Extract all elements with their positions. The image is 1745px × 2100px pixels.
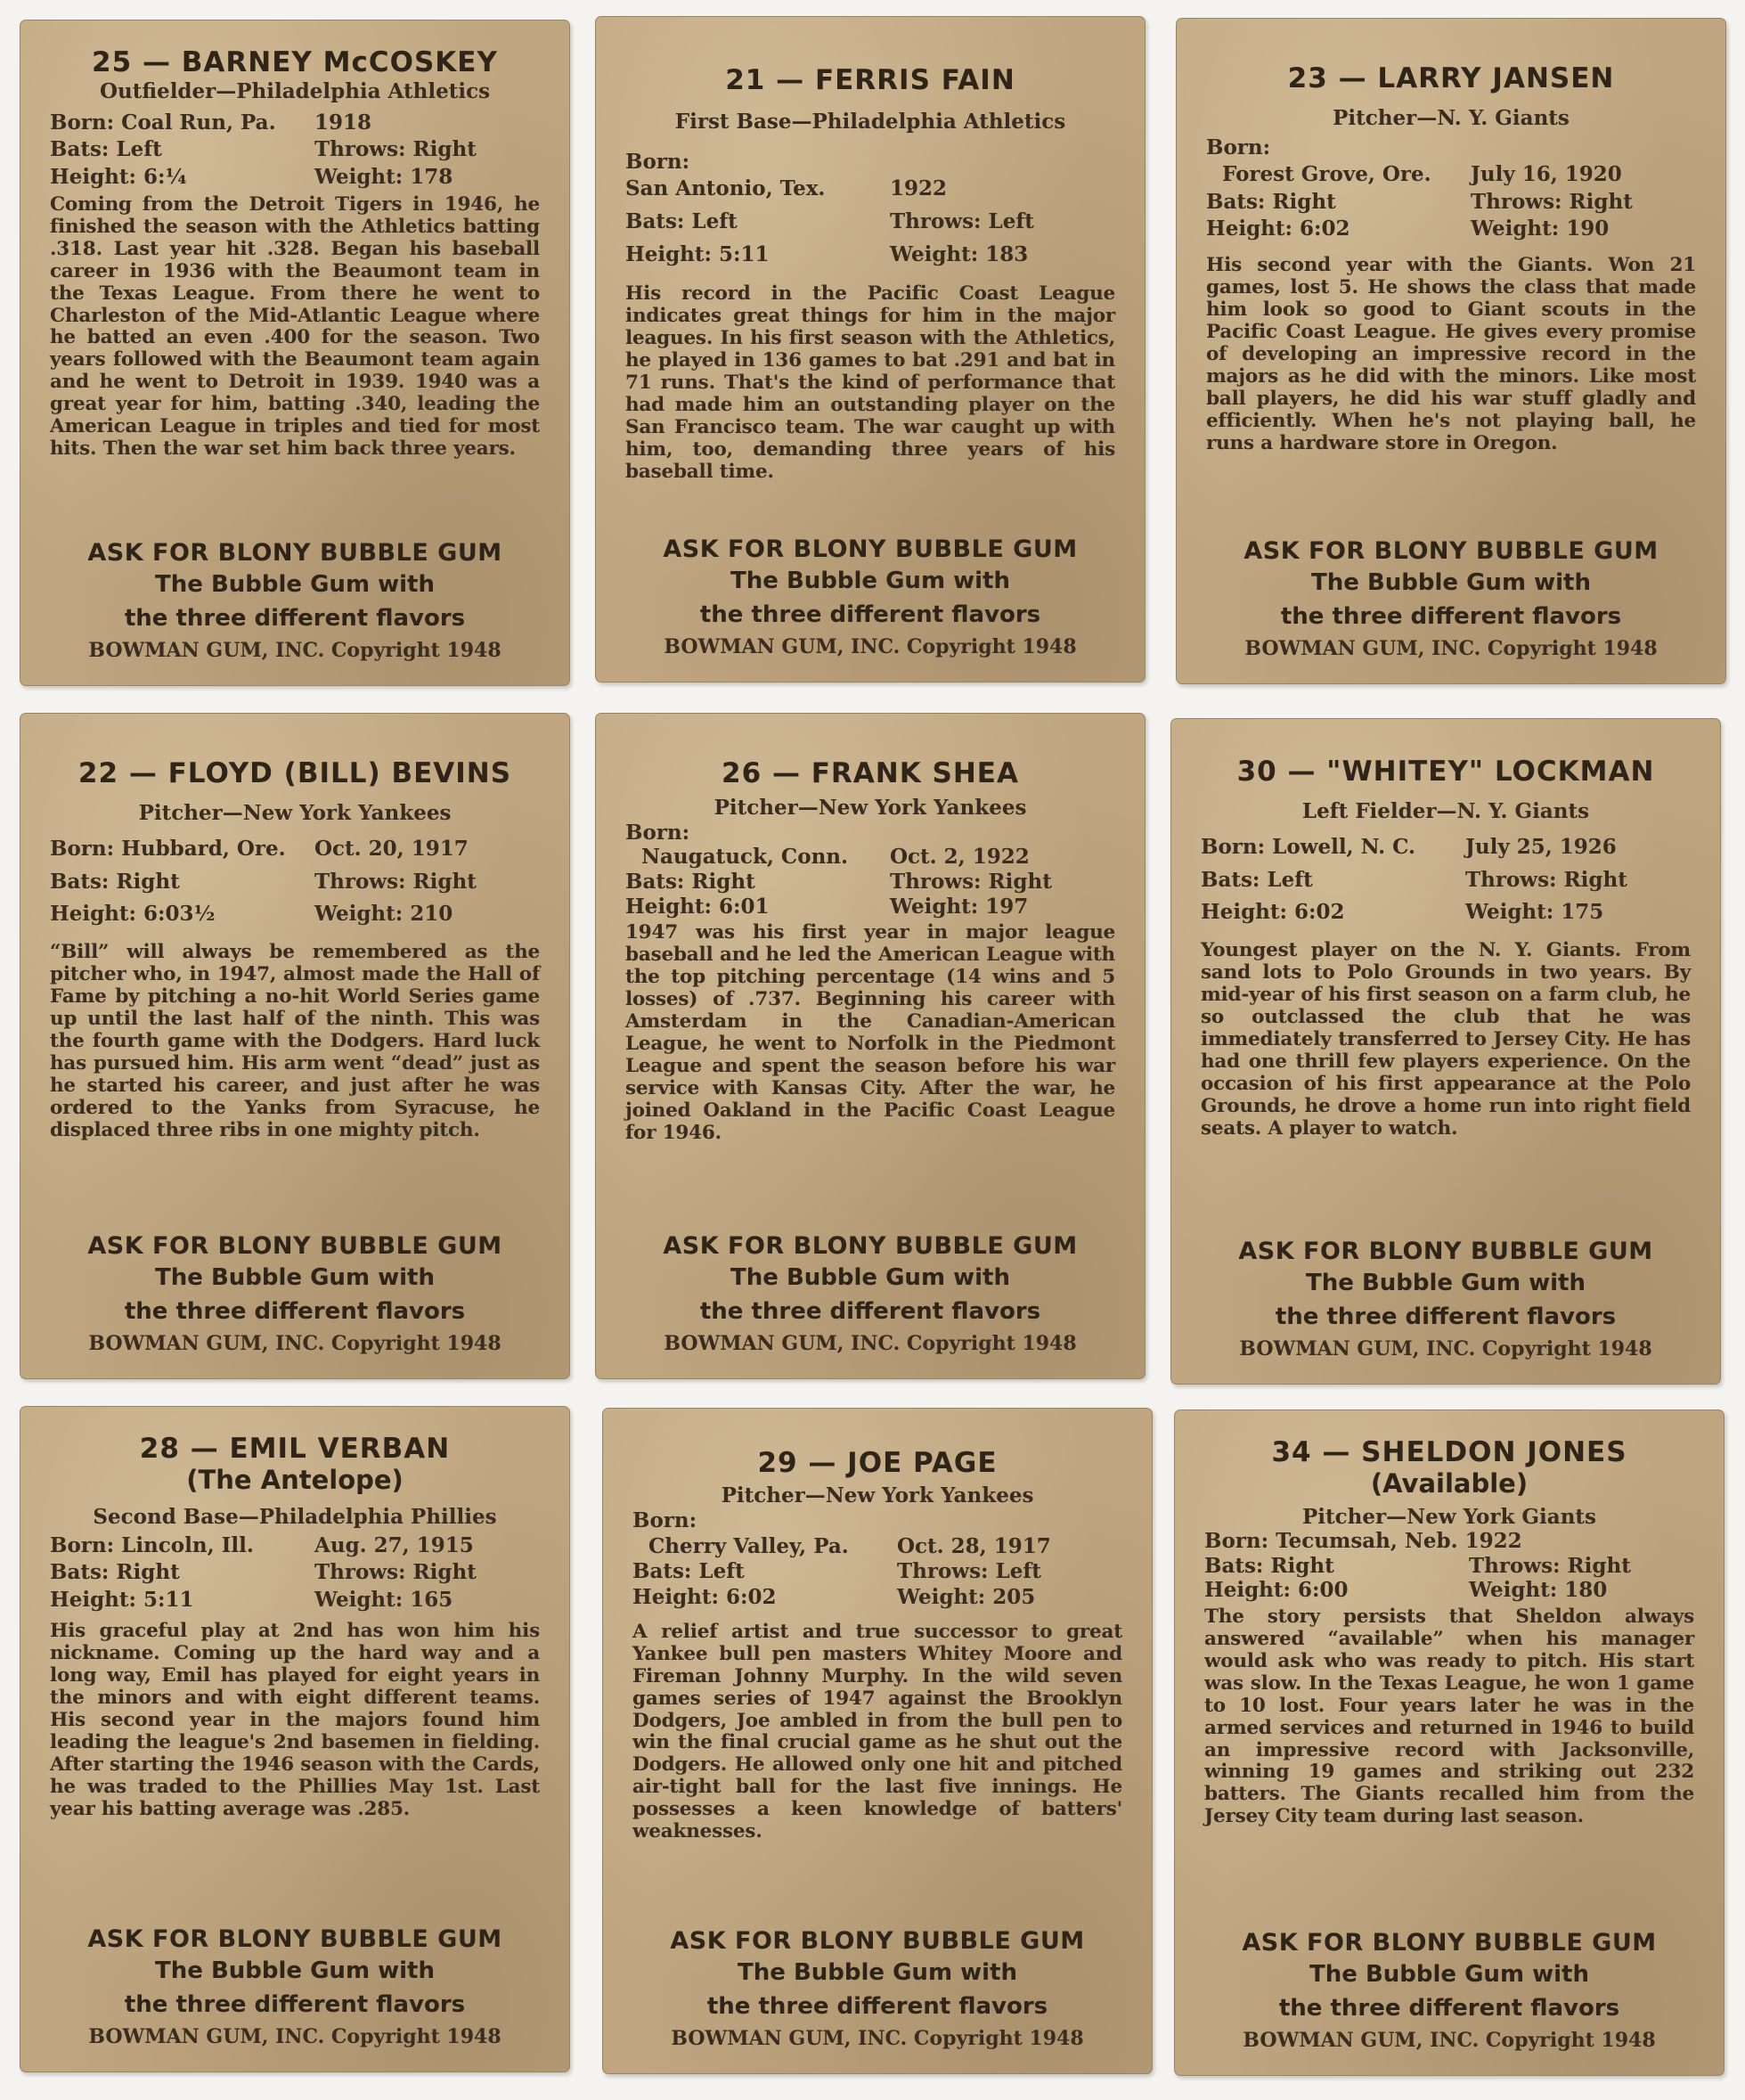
height: Height: 6:03½ [50,902,216,927]
bats: Bats: Right [1204,1553,1334,1578]
born-label: Born: [625,149,690,174]
throws: Throws: Right [890,869,1052,894]
born-row [1204,1529,1694,1554]
born-row [1206,161,1696,188]
ad-line-3: the three different flavors [706,1992,1048,2020]
ad-line-3: the three different flavors [1275,1303,1617,1330]
card-position: Pitcher—New York Yankees [713,796,1027,821]
weight: Weight: 197 [890,894,1029,919]
card-stats [1201,831,1691,929]
ad-line-1: ASK FOR BLONY BUBBLE GUM [663,1231,1078,1260]
weight: Weight: 190 [1471,216,1610,241]
baseball-card-jansen [1176,18,1726,684]
ad-line-1: ASK FOR BLONY BUBBLE GUM [87,1231,502,1260]
bats-throws-row [1204,1554,1694,1579]
born-date: 1922 [1464,1529,1522,1554]
height-weight-row [1201,896,1691,929]
born-row [50,833,540,866]
ad-line-2: The Bubble Gum with [1309,1960,1589,1988]
card-stats [1206,135,1696,242]
ad-line-1: ASK FOR BLONY BUBBLE GUM [663,535,1078,563]
born-label: Born: [50,836,115,861]
card-position: Second Base—Philadelphia Phillies [93,1504,497,1529]
gum-ad [632,1925,1122,2023]
weight: Weight: 165 [314,1587,453,1612]
copyright: BOWMAN GUM, INC. Copyright 1948 [88,1332,501,1356]
born-row [625,173,1115,206]
card-bio: His second year with the Giants. Won 21 games, lost 5. He shows the class that made him look so good to Giant scouts in the Pacific Coast League. He gives every promise of developing an impressive record in the majors as he did with the minors. Like most ball players, he did his war stuff gladly and efficiently. When he's not playing ball, he runs a hardware store in Oregon. [1206,254,1696,454]
baseball-card-shea [595,713,1146,1379]
copyright: BOWMAN GUM, INC. Copyright 1948 [88,2025,501,2049]
baseball-card-page [602,1408,1153,2074]
ad-line-3: the three different flavors [1278,1994,1620,2022]
ad-line-2: The Bubble Gum with [730,567,1010,594]
height: Height: 6:02 [632,1585,777,1610]
weight: Weight: 205 [897,1585,1036,1610]
card-stats [625,821,1115,919]
born-label: Born: [632,1508,697,1532]
throws: Throws: Right [1469,1553,1631,1578]
bats: Bats: Right [50,1560,180,1585]
ad-line-3: the three different flavors [124,604,466,632]
card-position: Outfielder—Philadelphia Athletics [99,79,491,104]
gum-ad [625,1230,1115,1328]
card-bio: His graceful play at 2nd has won him his nickname. Coming up the hard way and a long way, Emil has played for eight years in the minors and with eight different teams. His second year in the majors found him leading the league's 2nd basemen in fielding. After starting the 1946 season with the Cards, he was traded to the Phillies May 1st. Last year his batting average was .285. [50,1620,540,1820]
card-title: 34 — SHELDON JONES [1271,1436,1627,1468]
card-title: 28 — EMIL VERBAN [139,1433,451,1465]
baseball-card-fain [595,16,1146,682]
bats: Bats: Left [625,208,738,233]
born-label: Born: [1204,1529,1269,1554]
height-weight-row [50,898,540,931]
height: Height: 6:¼ [50,164,187,189]
card-bio: Coming from the Detroit Tigers in 1946, he finished the season with the Athletics batting .318. Last year hit .328. Began his baseball career in 1936 with the Beaumont team in the Texas League. From there he went to Charleston of the Mid-Atlantic League where he batted an even .400 for the season. Two years followed with the Beaumont team again and he went to Detroit in 1939. 1940 was a great year for him, batting .340, leading the American League in triples and tied for most hits. Then the war set him back three years. [50,192,540,461]
card-position: Pitcher—New York Yankees [721,1483,1034,1508]
ad-line-3: the three different flavors [1280,602,1622,630]
height-weight-row [625,239,1115,272]
copyright: BOWMAN GUM, INC. Copyright 1948 [1244,637,1658,661]
born-row [632,1534,1122,1560]
born-label: Born: [50,1533,115,1558]
bats: Bats: Right [625,869,755,894]
card-stats [50,1532,540,1614]
bats-throws-row [50,136,540,163]
bats: Bats: Right [50,869,180,894]
bats-throws-row [625,206,1115,239]
baseball-card-verban [20,1406,570,2072]
copyright: BOWMAN GUM, INC. Copyright 1948 [1239,1337,1652,1361]
gum-ad [50,1924,540,2022]
born-place: Coal Run, Pa. [121,110,276,135]
weight: Weight: 210 [314,902,453,927]
ad-line-2: The Bubble Gum with [730,1263,1010,1291]
copyright: BOWMAN GUM, INC. Copyright 1948 [664,635,1077,659]
card-bio: The story persists that Sheldon always answered “available” when his manager would ask who was ready to pitch. His start was slow. In the Texas League, he won 1 game to 10 lost. Four years later he was in the armed services and returned in 1946 to build an impressive record with Jacksonville, winning 19 games and striking out 232 batters. The Giants recalled him from the Jersey City team during last season. [1204,1605,1694,1828]
throws: Throws: Right [314,137,477,162]
height: Height: 5:11 [50,1587,194,1612]
born-label: Born: [1201,834,1266,859]
card-bio: A relief artist and true successor to great Yankee bull pen masters Whitey Moore and Fireman Johnny Murphy. In the wild seven games series of 1947 against the Brooklyn Dodgers, Joe ambled in from the bull pen to win the final crucial game as he shut out the Dodgers. He allowed only one hit and pitched air-tight ball for the last five innings. He possesses a keen knowledge of batters' weaknesses. [632,1620,1122,1843]
born-row [625,845,1115,870]
weight: Weight: 178 [314,164,453,189]
ad-line-2: The Bubble Gum with [738,1958,1017,1986]
ad-line-1: ASK FOR BLONY BUBBLE GUM [87,538,502,567]
baseball-card-lockman [1170,718,1721,1385]
gum-ad [625,534,1115,632]
height: Height: 6:02 [1201,900,1345,925]
born-row [50,110,540,136]
card-bio: 1947 was his first year in major league baseball and he led the American League with the top pitching percentage (14 wins and 5 losses) of .737. Beginning his career with Amsterdam in the Canadian-American League, he went to Norfolk in the Piedmont League and spent the season before his war service with Kansas City. After the war, he joined Oakland in the Pacific Coast League for 1946. [625,921,1115,1144]
height-weight-row [632,1585,1122,1611]
gum-ad [1204,1927,1694,2025]
card-title: 30 — "WHITEY" LOCKMAN [1236,756,1655,788]
gum-ad [1206,535,1696,633]
bats: Bats: Left [1201,867,1313,892]
gum-ad [1201,1236,1691,1334]
ad-line-3: the three different flavors [124,1297,466,1325]
born-row [50,1532,540,1559]
copyright: BOWMAN GUM, INC. Copyright 1948 [88,639,501,663]
born-date: Aug. 27, 1915 [314,1533,474,1558]
born-text [1201,831,1415,864]
ad-line-2: The Bubble Gum with [155,1957,435,1984]
card-nickname: (The Antelope) [186,1465,404,1496]
ad-line-3: the three different flavors [699,1297,1041,1325]
height-weight-row [50,164,540,191]
card-position: Pitcher—New York Yankees [138,801,452,826]
baseball-card-mccoskey [20,20,570,686]
weight: Weight: 183 [890,241,1029,266]
born-text [50,833,286,866]
ad-line-1: ASK FOR BLONY BUBBLE GUM [1238,1237,1653,1265]
born-date: 1918 [314,110,372,135]
ad-line-2: The Bubble Gum with [1311,568,1591,596]
born-place: Hubbard, Ore. [121,836,286,861]
born-label: Born: [1206,135,1271,159]
born-label: Born: [625,820,690,845]
bats-throws-row [632,1559,1122,1585]
card-position: First Base—Philadelphia Athletics [674,110,1066,135]
bats: Bats: Left [50,137,162,162]
ad-line-3: the three different flavors [124,1990,466,2018]
height: Height: 6:00 [1204,1578,1349,1603]
height: Height: 5:11 [625,241,770,266]
throws: Throws: Left [897,1559,1041,1584]
card-title: 23 — LARRY JANSEN [1287,62,1615,94]
ad-line-1: ASK FOR BLONY BUBBLE GUM [1242,1928,1657,1957]
bats-throws-row [625,870,1115,895]
height-weight-row [625,895,1115,919]
born-date: Oct. 20, 1917 [314,836,469,861]
born-text [1204,1529,1522,1554]
weight: Weight: 175 [1465,900,1604,925]
born-row [1201,831,1691,864]
bats-throws-row [50,1559,540,1586]
weight: Weight: 180 [1469,1578,1608,1603]
throws: Throws: Right [1471,189,1633,214]
height: Height: 6:02 [1206,216,1350,241]
ad-line-2: The Bubble Gum with [155,1263,435,1291]
throws: Throws: Right [1465,867,1627,892]
born-date: July 25, 1926 [1465,834,1617,859]
throws: Throws: Left [890,208,1034,233]
gum-ad [50,1230,540,1328]
height-weight-row [1204,1578,1694,1603]
card-title: 29 — JOE PAGE [757,1447,998,1479]
born-date: Oct. 2, 1922 [890,845,1030,870]
bats-throws-row [50,866,540,899]
card-stats [632,1508,1122,1611]
card-stats [1204,1529,1694,1603]
card-position: Pitcher—New York Giants [1302,1504,1596,1529]
copyright: BOWMAN GUM, INC. Copyright 1948 [664,1332,1077,1356]
bats-throws-row [1201,864,1691,897]
bats-throws-row [1206,189,1696,216]
card-position: Left Fielder—N. Y. Giants [1301,799,1590,824]
card-nickname: (Available) [1370,1468,1529,1499]
born-place: Forest Grove, Ore. [1222,162,1431,187]
card-title: 21 — FERRIS FAIN [725,64,1015,96]
card-stats [625,151,1115,272]
born-place: Lowell, N. C. [1272,834,1416,859]
baseball-card-jones [1174,1410,1725,2076]
card-title: 26 — FRANK SHEA [722,757,1019,789]
copyright: BOWMAN GUM, INC. Copyright 1948 [671,2027,1084,2051]
copyright: BOWMAN GUM, INC. Copyright 1948 [1243,2029,1656,2053]
born-place: Naugatuck, Conn. [641,845,849,870]
born-place: Lincoln, Ill. [121,1533,254,1558]
born-date: 1922 [890,176,948,201]
ad-line-1: ASK FOR BLONY BUBBLE GUM [87,1924,502,1953]
card-stats [50,833,540,931]
ad-line-1: ASK FOR BLONY BUBBLE GUM [1244,536,1659,565]
throws: Throws: Right [314,869,477,894]
height: Height: 6:01 [625,894,770,919]
born-date: Oct. 28, 1917 [897,1533,1051,1558]
height-weight-row [50,1587,540,1614]
ad-line-1: ASK FOR BLONY BUBBLE GUM [670,1926,1085,1955]
throws: Throws: Right [314,1560,477,1585]
card-title: 22 — FLOYD (BILL) BEVINS [77,757,512,789]
born-place: Cherry Valley, Pa. [648,1533,849,1558]
bats: Bats: Right [1206,189,1336,214]
born-date: July 16, 1920 [1471,162,1622,187]
card-bio: “Bill” will always be remembered as the pitcher who, in 1947, almost made the Hall of Fame by pitching a no-hit World Series game up until the last half of the ninth. This was the fourth game with the Dodgers. Hard luck has pursued him. His arm went “dead” just as he started his career, and just after he was ordered to the Yanks from Syracuse, he displaced three ribs in one mighty pitch. [50,941,540,1141]
ad-line-3: the three different flavors [699,601,1041,628]
baseball-card-bevins [20,713,570,1379]
born-label: Born: [50,110,115,135]
ad-line-2: The Bubble Gum with [155,570,435,598]
born-text [50,1532,254,1559]
card-title: 25 — BARNEY McCOSKEY [92,46,498,78]
born-text [50,110,276,136]
born-place: Tecumsah, Neb. [1276,1529,1458,1554]
bats: Bats: Left [632,1559,745,1584]
card-bio: His record in the Pacific Coast League indicates great things for him in the major leagues. In his first season with the Athletics, he played in 136 games to bat .291 and bat in 71 runs. That's the kind of performance that had made him an outstanding player on the San Francisco team. The war caught up with him, too, demanding three years of his baseball time. [625,282,1115,483]
born-place: San Antonio, Tex. [625,176,826,201]
height-weight-row [1206,216,1696,242]
card-position: Pitcher—N. Y. Giants [1333,106,1570,131]
gum-ad [50,537,540,635]
ad-line-2: The Bubble Gum with [1306,1269,1586,1296]
card-stats [50,110,540,191]
card-bio: Youngest player on the N. Y. Giants. From sand lots to Polo Grounds in two years. By mid-year of his first season on a farm club, he so outclassed the club that he was immediately transferred to Jersey City. He has had one thrill few players experience. On the occasion of his first appearance at the Polo Grounds, he drove a home run into right field seats. A player to watch. [1201,939,1691,1140]
